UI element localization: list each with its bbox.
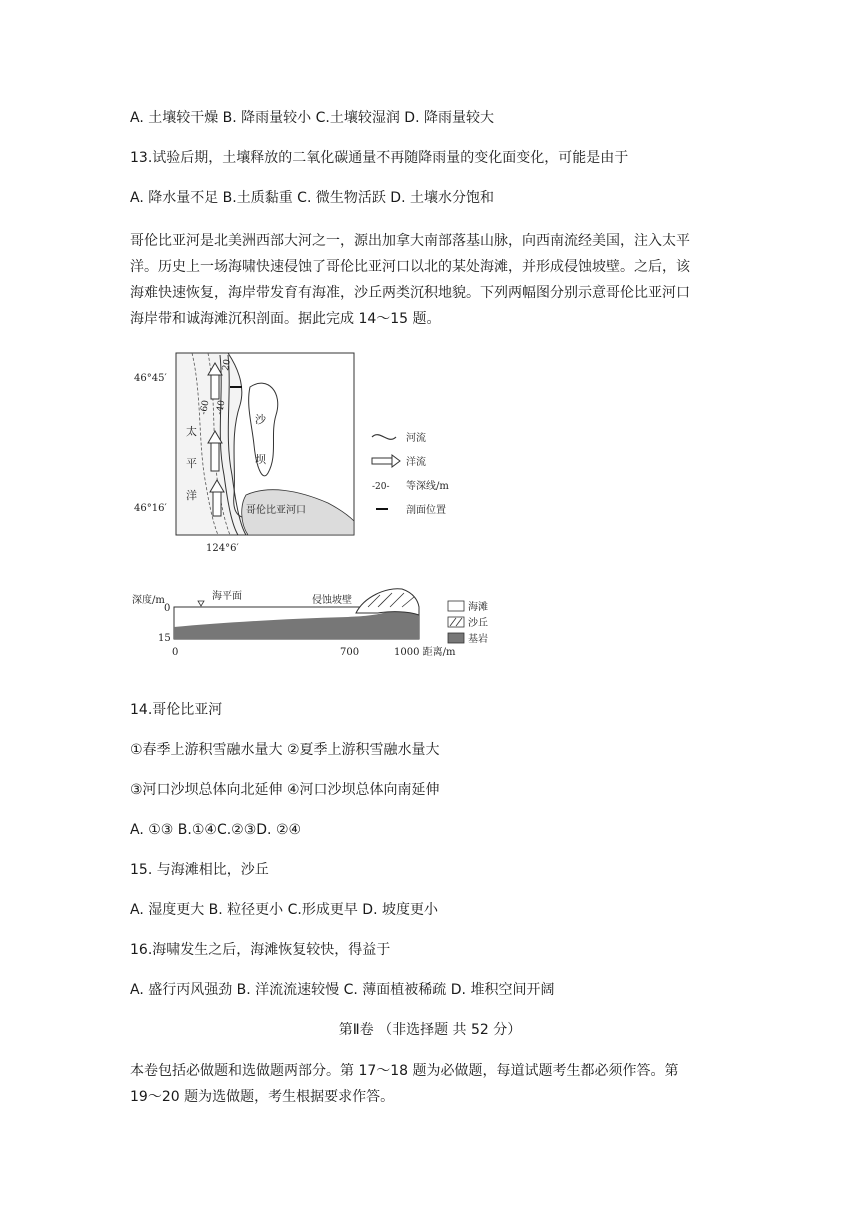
passage-line: 海岸带和诚海滩沉积剖面。据此完成 14～15 题。 [130,311,441,327]
estuary-map [134,353,449,554]
legend-river-symbol [372,435,396,440]
contour-60-label: -60 [199,399,212,416]
contour-40-label: -40 [215,399,228,416]
legend-contour-label: 等深线/m [406,481,449,492]
legend-beach-label: 海滩 [468,602,488,613]
beach-profile [132,589,488,658]
columbia-river-figure [128,345,528,675]
profile-y0: 0 [164,603,171,614]
profile-y15: 15 [158,633,171,644]
latitude-top-label: 46°45′ [134,373,167,384]
q14-items-1: ①春季上游积雪融水量大 ②夏季上游积雪融水量大 [130,742,440,758]
q16-options: A. 盛行丙风强劲 B. 洋流流速较慢 C. 薄面植被稀疏 D. 堆积空间开阔 [130,982,555,998]
legend-current-symbol [372,455,400,467]
q14-options: A. ①③ B.①④C.②③D. ②④ [130,822,302,838]
legend-bedrock-label: 基岩 [468,634,488,645]
passage-line: 哥伦比亚河是北美洲西部大河之一，源出加拿大南部落基山脉，向西南流经美国，注入太平 [130,233,690,249]
profile-x1000: 1000 距离/m [394,647,456,658]
profile-x700: 700 [340,647,360,658]
sandbar-label-char: 坝 [255,453,266,466]
contour-20-label: 20 [221,358,233,372]
sea-level-label: 海平面 [212,591,242,602]
legend-current-label: 洋流 [406,457,426,468]
q13-stem: 13.试验后期，土壤释放的二氧化碳通量不再随降雨量的变化面变化，可能是由于 [130,150,629,166]
ocean-label-char: 洋 [186,489,197,502]
legend-river-label: 河流 [406,433,426,444]
intro-line: 本卷包括必做题和选做题两部分。第 17～18 题为必做题，每道试题考生都必须作答。第 [130,1063,679,1079]
sandbar-label-char: 沙 [255,413,266,426]
longitude-label: 124°6′ [206,543,239,554]
profile-ylabel: 深度/m [132,595,165,606]
passage-line: 洋。历史上一场海啸快速侵蚀了哥伦比亚河口以北的某处海滩，并形成侵蚀坡壁。之后，该 [130,259,690,275]
profile-x0: 0 [172,647,179,658]
q16-stem: 16.海啸发生之后，海滩恢复较快，得益于 [130,942,391,958]
q15-options: A. 湿度更大 B. 粒径更小 C.形成更早 D. 坡度更小 [130,902,438,918]
sea-level-marker [198,601,204,606]
legend-contour-sample: -20- [372,482,390,492]
river-mouth-label: 哥伦比亚河口 [246,505,306,516]
intro-line: 19～20 题为选做题，考生根据要求作答。 [130,1089,395,1105]
passage [130,228,732,332]
latitude-bottom-label: 46°16′ [134,503,167,514]
passage-line: 海难快速恢复，海岸带发育有海准，沙丘两类沉积地貌。下列两幅图分别示意哥伦比亚河口 [130,285,690,301]
q14-stem: 14.哥伦比亚河 [130,702,223,718]
ocean-label-char: 太 [186,425,197,438]
q15-stem: 15. 与海滩相比，沙丘 [130,862,269,878]
q12-options: A. 土壤较干燥 B. 降雨量较小 C.土壤较湿润 D. 降雨量较大 [130,110,494,126]
section-2-title: 第Ⅱ卷 （非选择题 共 52 分） [338,1022,522,1038]
ocean-label-char: 平 [186,457,197,470]
legend-dune-label: 沙丘 [468,618,488,629]
legend-profile-label: 剖面位置 [406,505,446,516]
section-2-intro [130,1058,732,1110]
cliff-label: 侵蚀坡壁 [312,595,352,606]
q14-items-2: ③河口沙坝总体向北延伸 ④河口沙坝总体向南延伸 [130,782,440,798]
q13-options: A. 降水量不足 B.土质黏重 C. 微生物活跃 D. 土壤水分饱和 [130,190,494,206]
